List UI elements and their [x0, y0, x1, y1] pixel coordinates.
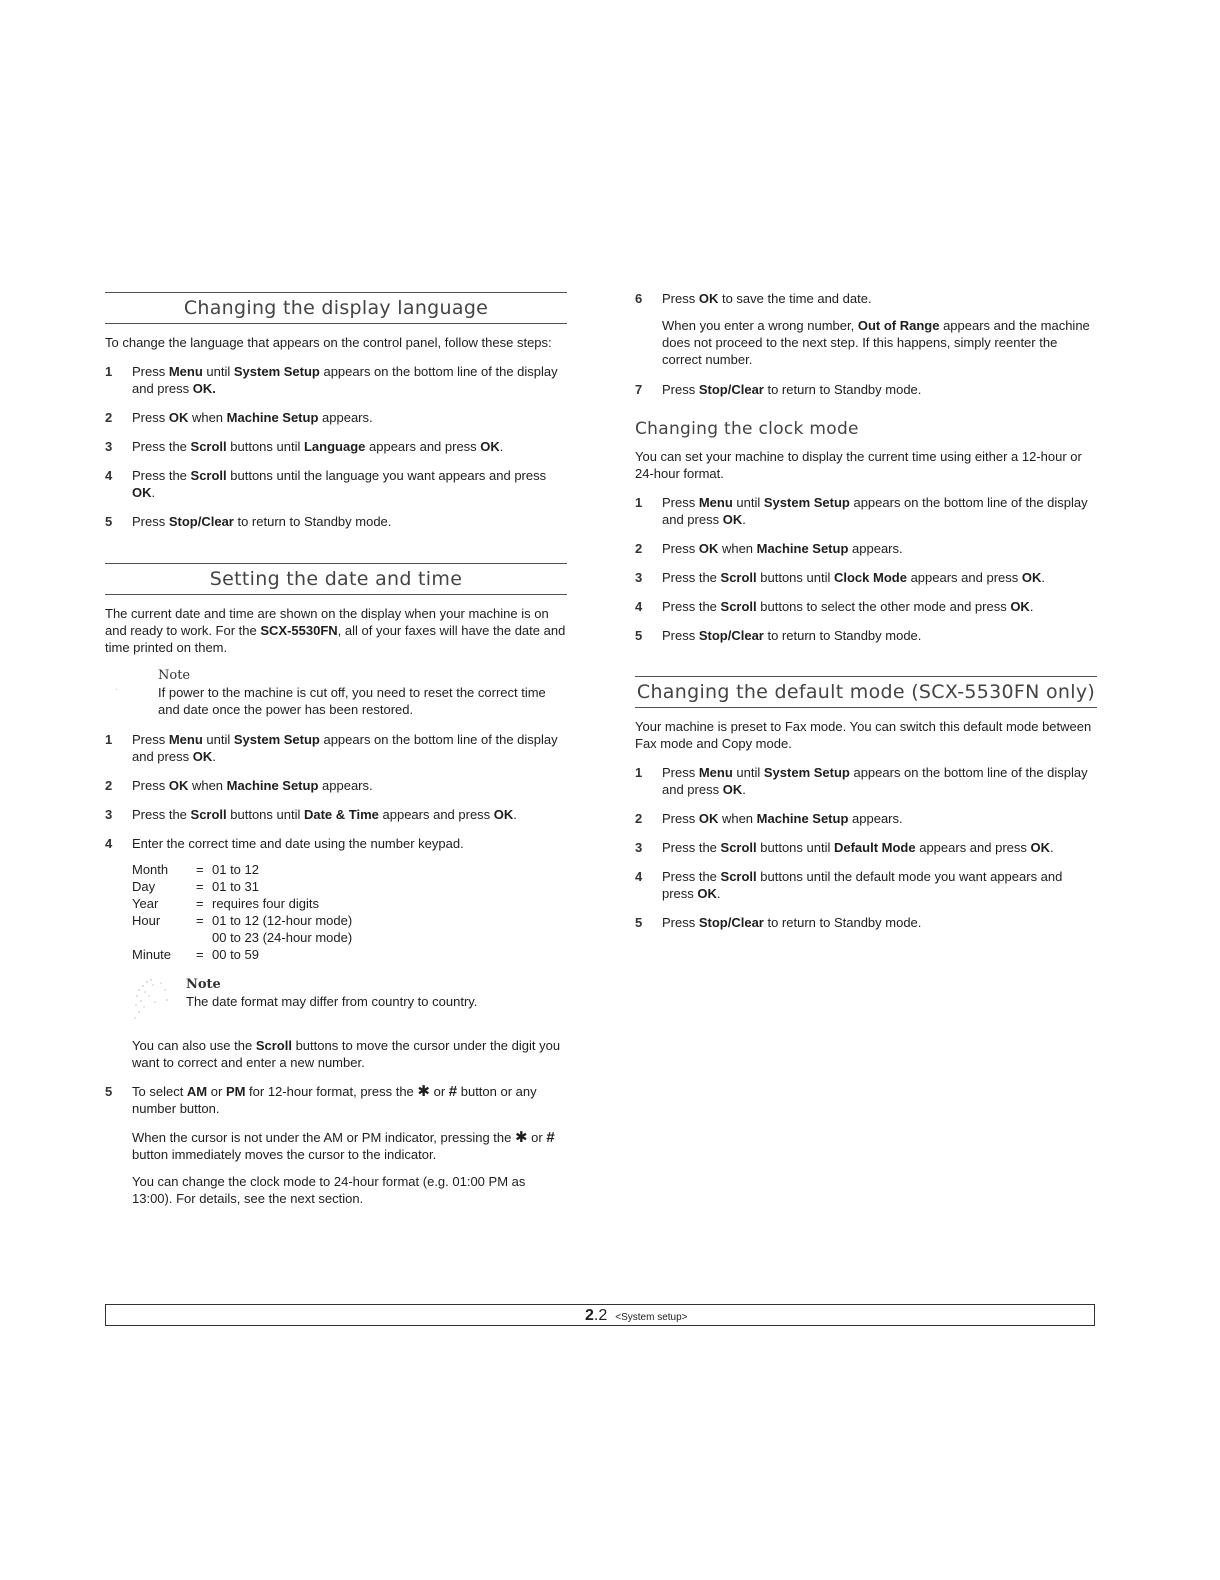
step-number: 2 — [635, 541, 643, 556]
step-text: Press Stop/Clear to return to Standby mode. — [662, 628, 922, 643]
intro-paragraph: Your machine is preset to Fax mode. You can switch this default mode between Fax mode and Copy mode. — [635, 719, 1092, 751]
step-number: 5 — [635, 628, 643, 643]
step-number: 1 — [105, 364, 113, 379]
range-value: 01 to 12 — [212, 862, 259, 877]
step-subtext: When you enter a wrong number, Out of Range appears and the machine does not proceed to the next step. If this happens, simply reenter the correct number. — [662, 318, 1090, 367]
range-value: 00 to 23 (24-hour mode) — [212, 930, 353, 945]
note-icon: · — [115, 684, 119, 695]
step-item — [105, 806, 567, 823]
step-text: Press the Scroll buttons to select the other mode and press OK. — [662, 599, 1034, 614]
range-row — [132, 878, 352, 895]
range-eq: = — [196, 913, 204, 928]
footer-label — [585, 1307, 688, 1326]
step-text: Press OK when Machine Setup appears. — [132, 778, 373, 793]
step-item — [635, 914, 1097, 931]
step-item — [105, 363, 567, 397]
step-item — [635, 494, 1097, 528]
range-value: 00 to 59 — [212, 947, 259, 962]
step-number: 3 — [635, 840, 643, 855]
section-heading-date-time — [105, 563, 567, 595]
step-number: 6 — [635, 291, 643, 306]
step-item — [105, 1083, 567, 1117]
intro-paragraph: You can set your machine to display the current time using either a 12-hour or 24-hour format. — [635, 449, 1082, 481]
step-number: 1 — [635, 495, 643, 510]
step-text: Press Stop/Clear to return to Standby mode. — [662, 382, 922, 397]
heading-rule — [635, 707, 1097, 708]
footer-section-name: <System setup> — [615, 1312, 688, 1323]
range-row — [132, 946, 352, 963]
note-text: The date format may differ from country to country. — [186, 994, 478, 1009]
range-eq — [196, 929, 212, 946]
range-value: 01 to 31 — [212, 879, 259, 894]
step-subtext: When the cursor is not under the AM or PM indicator, pressing the ✱ or # button immediately moves the cursor to the indicator. — [132, 1129, 555, 1162]
range-row — [132, 912, 352, 929]
page-number-minor: .2 — [593, 1307, 608, 1324]
step-item — [635, 381, 1097, 398]
heading-rule — [105, 323, 567, 324]
intro-paragraph: To change the language that appears on the control panel, follow these steps: — [105, 335, 552, 350]
step-item — [635, 569, 1097, 586]
range-value: 01 to 12 (12-hour mode) — [212, 913, 353, 928]
step-text: Press the Scroll buttons until Language appears and press OK. — [132, 439, 504, 454]
step-item — [105, 731, 567, 765]
note-text: If power to the machine is cut off, you need to reset the correct time and date once the power has been restored. — [158, 685, 546, 717]
step-subtext: You can change the clock mode to 24-hour format (e.g. 01:00 PM as 13:00). For details, see the next section. — [132, 1174, 526, 1206]
step-text: Press Menu until System Setup appears on the bottom line of the display and press OK. — [132, 732, 558, 764]
step-text: Press the Scroll buttons until the default mode you want appears and press OK. — [662, 869, 1063, 901]
step-number: 1 — [635, 765, 643, 780]
step-item — [105, 777, 567, 794]
hash-key-icon: # — [448, 1083, 458, 1100]
range-eq: = — [196, 879, 204, 894]
step-text: To select AM or PM for 12-hour format, press the ✱ or # button or any number button. — [132, 1083, 537, 1116]
section-title: Changing the display language — [183, 297, 489, 319]
step-text: Press Menu until System Setup appears on the bottom line of the display and press OK. — [662, 765, 1088, 797]
step-item — [105, 467, 567, 501]
range-eq: = — [196, 896, 204, 911]
step-item — [105, 409, 567, 426]
step-item — [635, 868, 1097, 902]
range-label: Hour — [132, 913, 161, 928]
step-text: Press the Scroll buttons until Default Mode appears and press OK. — [662, 840, 1054, 855]
star-key-icon: ✱ — [417, 1083, 430, 1100]
step-number: 5 — [105, 514, 113, 529]
range-label: Minute — [132, 947, 172, 962]
step-number: 5 — [105, 1084, 113, 1099]
range-row — [132, 861, 352, 878]
note-label: Note — [158, 668, 191, 683]
range-eq: = — [196, 862, 204, 877]
step-text: Press Menu until System Setup appears on the bottom line of the display and press OK. — [132, 364, 558, 396]
step-number: 4 — [105, 468, 113, 483]
section-heading-display-language — [105, 292, 567, 324]
step-item — [635, 810, 1097, 827]
left-column — [105, 292, 567, 1207]
range-eq: = — [196, 947, 204, 962]
right-column — [635, 290, 1097, 931]
value-range-table — [132, 861, 352, 963]
step-number: 3 — [105, 439, 113, 454]
step-item — [635, 290, 1097, 307]
heading-rule — [105, 594, 567, 595]
step-subtext: You can also use the Scroll buttons to move the cursor under the digit you want to correct and enter a new number. — [132, 1038, 561, 1070]
step-number: 1 — [105, 732, 113, 747]
step-number: 4 — [635, 869, 643, 884]
step-number: 4 — [635, 599, 643, 614]
step-number: 2 — [105, 778, 113, 793]
range-row — [132, 929, 352, 946]
section-title: Setting the date and time — [209, 568, 463, 590]
step-item — [635, 764, 1097, 798]
step-number: 5 — [635, 915, 643, 930]
step-number: 2 — [105, 410, 113, 425]
step-text: Press the Scroll buttons until the language you want appears and press OK. — [132, 468, 547, 500]
intro-paragraph: The current date and time are shown on the display when your machine is on and ready to work. For the SCX-5530FN, all of your faxes will have the date and time printed on them. — [105, 606, 566, 655]
range-row — [132, 895, 352, 912]
page-number-major: 2 — [585, 1307, 594, 1324]
range-label: Year — [132, 896, 159, 911]
range-label: Day — [132, 879, 156, 894]
step-text: Press OK when Machine Setup appears. — [662, 541, 903, 556]
step-text: Press Stop/Clear to return to Standby mode. — [662, 915, 922, 930]
hash-key-icon: # — [546, 1129, 555, 1146]
step-text: Press OK when Machine Setup appears. — [662, 811, 903, 826]
section-heading-default-mode — [635, 676, 1097, 708]
step-text: Enter the correct time and date using the number keypad. — [132, 836, 464, 851]
step-item — [105, 513, 567, 530]
step-item — [105, 438, 567, 455]
step-item — [635, 598, 1097, 615]
section-title: Changing the default mode (SCX-5530FN only) — [636, 681, 1096, 703]
step-text: Press OK to save the time and date. — [662, 291, 872, 306]
step-number: 3 — [635, 570, 643, 585]
step-item — [105, 835, 567, 852]
page-footer — [105, 1304, 1095, 1328]
subsection-title: Changing the clock mode — [635, 419, 859, 439]
step-text: Press Menu until System Setup appears on the bottom line of the display and press OK. — [662, 495, 1088, 527]
range-label — [132, 929, 196, 946]
note-label: Note — [186, 977, 221, 992]
step-text: Press the Scroll buttons until Date & Time appears and press OK. — [132, 807, 517, 822]
step-item — [635, 627, 1097, 644]
note-box — [105, 667, 567, 718]
step-number: 7 — [635, 382, 643, 397]
note-icon — [131, 976, 175, 1024]
star-key-icon: ✱ — [514, 1129, 528, 1146]
step-text: Press the Scroll buttons until Clock Mode appears and press OK. — [662, 570, 1045, 585]
step-item — [635, 540, 1097, 557]
step-text: Press Stop/Clear to return to Standby mode. — [132, 514, 392, 529]
step-number: 2 — [635, 811, 643, 826]
step-item — [635, 839, 1097, 856]
note-box — [105, 976, 567, 1010]
step-number: 4 — [105, 836, 113, 851]
step-text: Press OK when Machine Setup appears. — [132, 410, 373, 425]
range-label: Month — [132, 862, 169, 877]
range-value: requires four digits — [212, 896, 319, 911]
step-number: 3 — [105, 807, 113, 822]
